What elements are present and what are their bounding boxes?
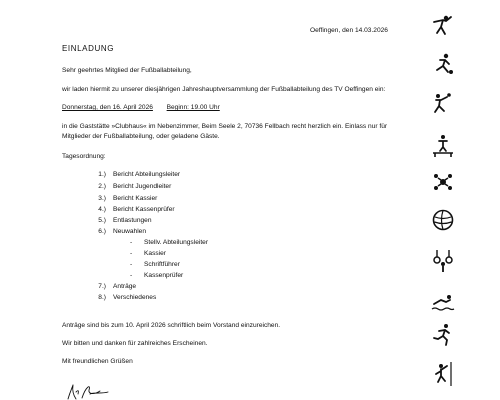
agenda-item: 2.) Bericht Jugendleiter xyxy=(98,183,172,190)
meeting-date: Donnerstag, den 16. April 2026 xyxy=(62,104,153,111)
salutation: Sehr geehrtes Mitglied der Fußballabteilung, xyxy=(62,67,192,74)
location-line-1: in die Gaststätte »Clubhaus« im Nebenzimmer, Beim Seele 2, 70736 Fellbach recht herzlich ein. Einlass nur für xyxy=(62,123,388,130)
agenda-item: 8.) Verschiedenes xyxy=(98,294,157,301)
meeting-info xyxy=(62,103,220,112)
agenda-item: 3.) Bericht Kassier xyxy=(98,195,158,202)
climber-icon xyxy=(431,362,455,386)
letter-title: EINLADUNG xyxy=(62,44,115,53)
neuwahlen-item: - Kassier xyxy=(130,250,166,257)
regards: Mit freundlichen Grüßen xyxy=(62,358,133,365)
volleyball-icon xyxy=(431,208,455,232)
neuwahlen-item: - Kassenprüfer xyxy=(130,272,184,279)
intro-text: wir laden hiermit zu unserer diesjährigen Jahreshauptversammlung der Fußballabteilung des TV Oeffingen ein: xyxy=(62,86,386,93)
gymnastics-icon xyxy=(431,13,455,37)
signature-image xyxy=(64,382,110,400)
group-sports-icon xyxy=(431,170,455,194)
closing-note: Wir bitten und danken für zahlreiches Erscheinen. xyxy=(62,340,208,347)
agenda-label: Tagesordnung: xyxy=(62,153,106,160)
agenda-item: 5.) Entlastungen xyxy=(98,217,152,224)
neuwahlen-item: - Stellv. Abteilungsleiter xyxy=(130,239,209,246)
sports-icon-sidebar xyxy=(424,0,474,400)
trampoline-icon xyxy=(431,134,455,158)
agenda-item: 6.) Neuwahlen xyxy=(98,228,146,235)
place-date: Oeffingen, den 14.03.2026 xyxy=(310,27,388,34)
location-line-2: Mitglieder der Fußballabteilung, oder geladene Gäste. xyxy=(62,133,220,140)
applications-note: Anträge sind bis zum 10. April 2026 schriftlich beim Vorstand einzureichen. xyxy=(62,322,281,329)
meeting-time: Beginn: 19.00 Uhr xyxy=(166,104,220,111)
soccer-player-icon xyxy=(431,52,455,76)
gym-rings-icon xyxy=(431,249,455,273)
agenda-item: 4.) Bericht Kassenprüfer xyxy=(98,206,175,213)
runner-icon xyxy=(431,323,455,347)
swimmer-icon xyxy=(431,290,455,314)
neuwahlen-item: - Schriftführer xyxy=(130,261,180,268)
agenda-item: 7.) Anträge xyxy=(98,283,137,290)
agenda-item: 1.) Bericht Abteilungsleiter xyxy=(98,171,181,178)
handball-icon xyxy=(431,92,455,116)
